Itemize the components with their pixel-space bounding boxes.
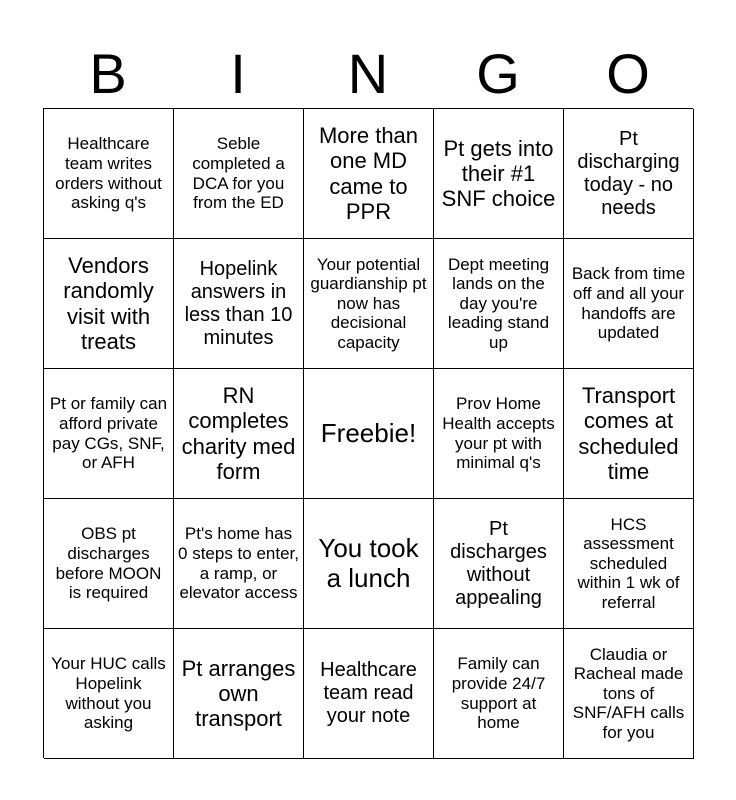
bingo-cell[interactable]	[564, 239, 694, 369]
header-letter-b: B	[89, 42, 127, 105]
cell-text: Hopelink answers in less than 10 minutes	[184, 257, 293, 349]
cell-text: Healthcare team read your note	[320, 659, 417, 727]
bingo-grid	[43, 108, 693, 758]
header-letter-o: O	[606, 42, 650, 105]
header-letter-n: N	[347, 42, 389, 105]
cell-text: Pt gets into their #1 SNF choice	[441, 135, 556, 212]
bingo-cell[interactable]	[304, 629, 434, 759]
cell-text: HCS assessment scheduled within 1 wk of referral	[577, 514, 680, 612]
bingo-cell[interactable]	[304, 239, 434, 369]
cell-text: Pt or family can afford private pay CGs, SNF, or AFH	[49, 394, 168, 473]
cell-text: Pt discharging today - no needs	[577, 127, 680, 219]
bingo-cell[interactable]	[44, 239, 174, 369]
cell-text: More than one MD came to PPR	[318, 122, 419, 224]
cell-text: Back from time off and all your handoffs are updated	[571, 264, 686, 343]
bingo-cell[interactable]	[304, 499, 434, 629]
cell-text: Family can provide 24/7 support at home	[451, 654, 546, 733]
cell-text: Transport comes at scheduled time	[578, 382, 679, 484]
bingo-cell[interactable]	[564, 629, 694, 759]
bingo-cell[interactable]	[434, 109, 564, 239]
bingo-cell[interactable]	[44, 499, 174, 629]
cell-text: Claudia or Racheal made tons of SNF/AFH calls for you	[572, 644, 685, 742]
bingo-cell[interactable]	[564, 499, 694, 629]
bingo-cell[interactable]	[174, 369, 304, 499]
cell-text: Vendors randomly visit with treats	[63, 252, 154, 354]
cell-text: Dept meeting lands on the day you're leading stand up	[447, 254, 550, 352]
bingo-cell[interactable]	[304, 109, 434, 239]
cell-text: OBS pt discharges before MOON is required	[55, 524, 162, 603]
bingo-cell-free[interactable]	[304, 369, 434, 499]
bingo-cell[interactable]	[44, 109, 174, 239]
bingo-cell[interactable]	[44, 629, 174, 759]
bingo-cell[interactable]	[564, 369, 694, 499]
cell-text: RN completes charity med form	[181, 382, 296, 484]
bingo-header	[43, 40, 693, 108]
bingo-cell[interactable]	[174, 109, 304, 239]
bingo-cell[interactable]	[174, 239, 304, 369]
bingo-cell[interactable]	[434, 239, 564, 369]
cell-text: Pt discharges without appealing	[450, 517, 547, 609]
cell-text: Prov Home Health accepts your pt with minimal q's	[442, 394, 555, 473]
bingo-cell[interactable]	[564, 109, 694, 239]
cell-text: Pt's home has 0 steps to enter, a ramp, or elevator access	[178, 524, 299, 603]
cell-text: Your potential guardianship pt now has decisional capacity	[310, 254, 427, 352]
bingo-cell[interactable]	[174, 499, 304, 629]
header-letter-g: G	[476, 42, 520, 105]
cell-text: Seble completed a DCA for you from the ED	[192, 134, 285, 213]
header-letter-i: I	[230, 42, 246, 105]
cell-text: Healthcare team writes orders without asking q's	[55, 134, 162, 213]
cell-text: You took a lunch	[318, 532, 419, 593]
cell-text: Freebie!	[320, 417, 417, 448]
bingo-cell[interactable]	[174, 629, 304, 759]
cell-text: Pt arranges own transport	[181, 655, 296, 732]
bingo-cell[interactable]	[434, 629, 564, 759]
bingo-cell[interactable]	[44, 369, 174, 499]
cell-text: Your HUC calls Hopelink without you asking	[51, 654, 166, 733]
bingo-cell[interactable]	[434, 499, 564, 629]
bingo-cell[interactable]	[434, 369, 564, 499]
